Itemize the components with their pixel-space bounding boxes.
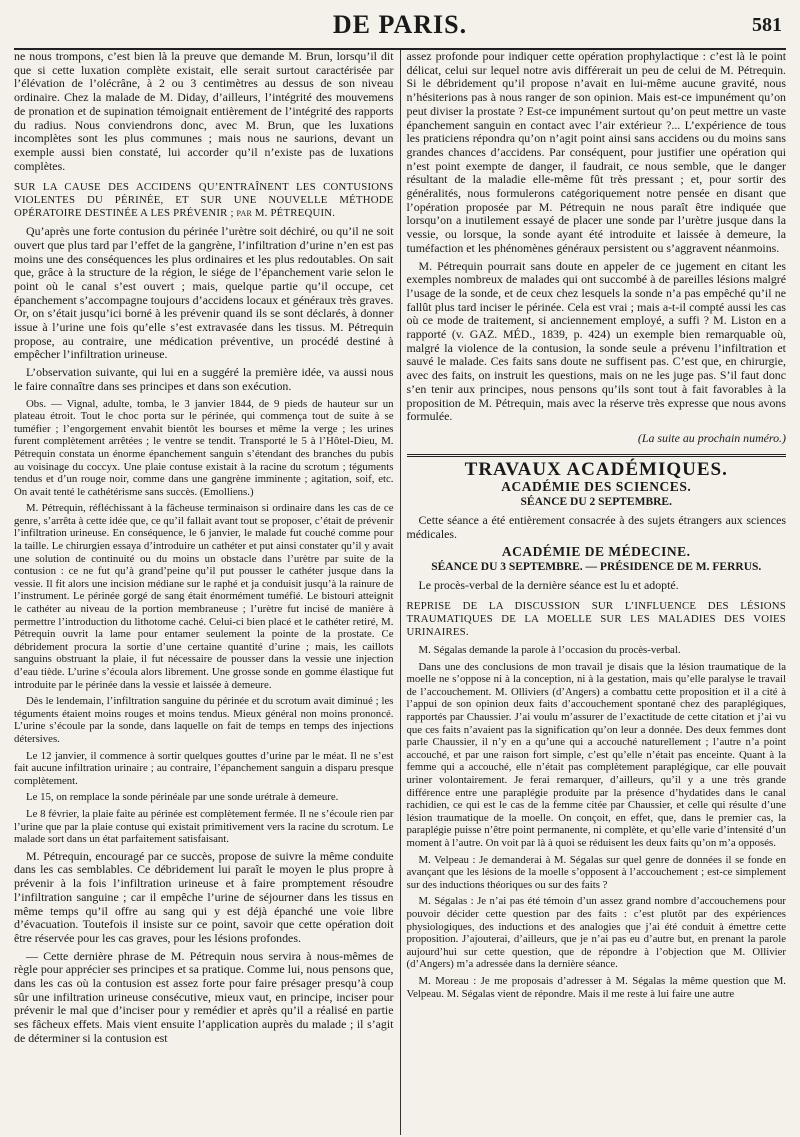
- session-heading: SÉANCE DU 3 SEPTEMBRE. — PRÉSIDENCE DE M. FERRUS.: [431, 560, 762, 573]
- page-header: [14, 8, 786, 50]
- paragraph: Qu’après une forte contusion du périnée l’urètre soit déchiré, ou qu’il ne soit ouvert que plus tard par l’effet de la gangrène, l’infiltration d’urine n’en est pas moins une des conséquences les plus ordinaires et les plus redoutables. On sait que, grâce à la structure de la région, le siége de l’épanchement varie selon le point où le canal s’est ouvert ; mais, quelque partie qu’il occupe, cet épanchement s’accompagne toujours d’accidens locaux et généraux très graves. Or, on s’était jusqu’ici borné à les prévenir quand ils se sont déclarés, à donner issue à l’urine une fois qu’elle s’est extravasée dans les tissus. M. Pétrequin propose, au contraire, une médication préventive, un procédé destiné à empêcher l’infiltration urineuse.: [14, 224, 394, 362]
- paragraph: assez profonde pour indiquer cette opération prophylactique : c’est là le point délicat, celui sur lequel notre avis différerait un peu de celui de M. Pétrequin. Si le débridement qu’il propose n’avait en lui-même aucune gravité, nous n’hésiterions pas à nous ranger de son opinion. Mais est-ce impunément qu’on peut diviser la prostate ? Est-ce impunément surtout qu’on peut mettre un vaste épanchement sanguin en contact avec l’air extérieur ?... L’expérience de tous les praticiens répondra qu’on n’agit point ainsi sans accidens ou du moins sans grandes chances d’accidens. Par conséquent, pour justifier une opération qui n’est point exempte de danger, il faudrait, ce nous semble, que le danger résultant de la maladie elle-même fût très pressant ; et, pour sortir des généralités, nous formulerons catégoriquement notre pensée en disant que l’opération proposée par M. Pétrequin ne nous paraît être indiquée que lorsqu’on a inutilement essayé de placer une sonde par l’urètre jusque dans la vessie, ou lorsque, la sonde ayant été introduite et laissée à demeure, la tuméfaction et les phénomènes généraux persistent ou s’aggravent néanmoins.: [406, 50, 786, 255]
- paragraph: Cette séance a été entièrement consacrée à des sujets étrangers aux sciences médicales.: [406, 512, 786, 541]
- paragraph: ne nous trompons, c’est bien là la preuve que demande M. Brun, lorsqu’il dit que si cette luxation complète existait, elle serait surtout caractérisée par l’élévation de l’olécrâne, à 2 ou 3 centimètres au dessus de son niveau ordinaire. Chez la malade de M. Diday, d’ailleurs, l’intégrité des mouvemens de pronation et de supination témoignait entièrement de l’intégrité des rapports du radius. Nous conviendrons donc, avec M. Brun, que les luxations incomplètes sont les plus communes ; mais nous ne saurions, devant un exemple aussi bien constaté, lui accorder qu’il n’existe pas de luxations complètes.: [14, 50, 394, 173]
- section-heading: TRAVAUX ACADÉMIQUES.: [407, 454, 787, 477]
- paragraph: M. Pétrequin, réfléchissant à la fâcheuse terminaison si ordinaire dans les cas de ce genre, s’arrêta à cette idée que, ce qu’il fallait avant tout se proposer, c’était de prévenir l’infiltration urineuse. En conséquence, le 6 janvier, le malade fut couché comme pour la taille. Le chirurgien essaya d’introduire un cathéter et put ainsi constater qu’il y avait une solution de continuité ou du moins un obstacle dans l’urètre par suite de la contusion : ce ne fut qu’à grand’peine qu’il put pousser le cathéter jusque dans la vessie. Il fit alors une incision médiane sur le raphé et ja conduisit jusqu’à la rainure de l’instrument. Le périnée gorgé de sang était énormément tuméfié. Le bistouri atteignit le cathéter au niveau de la portion membraneuse ; l’urètre fut incisé de manière à permettre l’introduction du lithotome caché. Celui-ci bien placé et le cathéter retiré, M. Pétrequin ouvrit la lame pour entamer seulement la pointe de la prostate. Ce débridement procura la sortie d’une certaine quantité d’urine ; mais, les caillots sanguins obstruant la plaie, il fut nécessaire de pousser dans la vessie une injection d’eau tiède. L’urine s’écoula alors librement. Une grosse sonde en gomme élastique fut introduite par le périnée dans la vessie et laissée à demeure.: [14, 502, 394, 691]
- paragraph: Le 8 février, la plaie faite au périnée est complètement fermée. Il ne s’écoule rien par l’urine que par la plaie contuse qui existait primitivement vers la racine du scrotum. Le malade sort dans un état parfaitement satisfaisant.: [14, 807, 394, 846]
- page-title: DE PARIS.: [332, 10, 468, 39]
- section-title: SUR LA CAUSE DES ACCIDENS QU’ENTRAÎNENT LES CONTUSIONS VIOLENTES DU PÉRINÉE, ET SUR UNE NOUVELLE MÉTHODE OPÉRATOIRE DESTINÉE A LES PRÉVENIR ; par M. PÉTREQUIN.: [14, 181, 394, 219]
- right-column: [400, 50, 787, 1135]
- paragraph: Le 12 janvier, il commence à sortir quelques gouttes d’urine par le méat. Il ne s’est fait aucune infiltration urinaire ; au contraire, l’épanchement sanguin a disparu presque complètement.: [14, 749, 394, 787]
- page-number: 581: [752, 14, 782, 36]
- paragraph: M. Moreau : Je me proposais d’adresser à M. Ségalas la même question que M. Velpeau. M. Ségalas vient de répondre. Mais il me reste à lui faire une autre: [406, 974, 786, 1000]
- paragraph: M. Ségalas : Je n’ai pas été témoin d’un assez grand nombre d’accouchemens pour pouvoir décider cette question par des faits : c’est plutôt par des expériences physiologiques, des inductions et des analogies que j’ai été conduit à émettre cette proposition. J’ajouterai, d’ailleurs, que je n’ai pas eu d’autre but, en prenant la parole aujourd’hui sur cette question, que de répondre à l’objection que M. Ollivier (d’Angers) m’a adressée dans la dernière séance.: [406, 895, 786, 971]
- continuation-note: (La suite au prochain numéro.): [637, 430, 786, 445]
- paragraph: M. Velpeau : Je demanderai à M. Ségalas sur quel genre de données il se fonde en avançant que les lésions de la moelle s’opposent à l’accouchement ; est-ce simplement sur des inductions théoriques ou sur des faits ?: [406, 853, 786, 891]
- paragraph: M. Pétrequin, encouragé par ce succès, propose de suivre la même conduite dans les cas semblables. Ce débridement lui paraît le moyen le plus propre à prévenir à la fois l’infiltration urineuse et à faire promptement résoudre l’infiltration sanguine ; car il empêche l’urine de séjourner dans les tissus en même temps qu’il offre au sang qui y est déjà épanché une voie libre d’évacuation. Toutefois il insiste sur ce point, savoir que cette opération doit être réservée pour les cas graves, pour les lésions profondes.: [14, 848, 394, 945]
- paragraph: M. Pétrequin pourrait sans doute en appeler de ce jugement en citant les exemples nombreux de malades qui ont succombé à de pareilles lésions malgré l’usage de la sonde, et de ceux chez lesquels la sonde n’a pas empêché qu’il ne fallût plus tard inciser le périnée. Cela est vrai ; mais a-t-il compté aussi les cas où ce mode de traitement, si anciennement employé, a suffi ? M. Liston en a rapporté (v. GAZ. MÉD., 1839, p. 424) un exemple bien remarquable où, malgré la violence de la contusion, la sonde seule a prévenu l’infiltration et sauvé le malade. Ces faits sans doute ne suffisent pas. C’est que, en chirurgie, avec des faits, on instruit les questions, mais on ne les juge pas. S’il faut donc s’en tenir aux principes, nous pensons qu’ils sont tout à fait favorables à la proposition de M. Pétrequin, mais avec la réserve très expresse que nous avons formulée.: [406, 258, 786, 424]
- paragraph: Le 15, on remplace la sonde périnéale par une sonde urétrale à demeure.: [26, 791, 339, 804]
- paragraph: L’observation suivante, qui lui en a suggéré la première idée, va aussi nous le faire connaître dans ses principes et dans son exécution.: [14, 365, 394, 393]
- left-column: [14, 50, 400, 1135]
- paragraph: — Cette dernière phrase de M. Pétrequin nous servira à nous-mêmes de règle pour apprécier ses principes et sa pratique. Comme lui, nous pensons que, dans les cas où la contusion est assez forte pour faire présager presqu’à coup sûr une infiltration urineuse consécutive, mieux vaut, en principe, inciser pour prévenir le mal que d’inciser pour y remédier et après qu’il a réalisé en partie ses fâcheux effets. Mais vient ensuite l’application auprès du malade ; il s’agit de déterminer si la contusion est: [14, 948, 394, 1045]
- columns: [14, 50, 786, 1135]
- paragraph: M. Ségalas demande la parole à l’occasion du procès-verbal.: [418, 644, 681, 657]
- academy-heading: ACADÉMIE DES SCIENCES.: [501, 479, 692, 495]
- session-heading: SÉANCE DU 2 SEPTEMBRE.: [520, 496, 672, 509]
- paragraph: Dans une des conclusions de mon travail je disais que la lésion traumatique de la moelle ne s’oppose ni à la conception, ni à la gestation, mais qu’elle paralyse le travail de l’accouchement. M. Olliviers (d’Angers) a combattu cette proposition et il a cité à l’appui de son opinion deux faits d’accouchement spontané chez des paraplégiques, rapportés par Chaussier. J’ai voulu m’assurer de l’exactitude de cette citation et j’ai vu que ces faits n’avaient pas la signification qu’on leur a donnée. Des deux femmes dont parle Chaussier, il n’y en a qu’une qui a accouché naturellement ; l’autre n’a point accouché, et par une raison fort simple, c’est qu’elle n’était pas enceinte. Quant à la femme qui a accouché, elle n’était pas complètement paraplégique, car elle pouvait uriner volontairement. Je ferai remarquer, d’ailleurs, qu’il y a une très grande différence entre une paraplégie produite par la présence d’hydatides dans le canal rachidien, ce qui est le cas de la femme citée par Chaussier, et celle qui résulte d’une lésion traumatique de la moelle. On conçoit, en effet, que, dans le premier cas, la paraplégie puisse n’être point permanente, ni complète, et qu’elle varie d’intensité d’un moment à l’autre. On voit par là à quoi se réduisent les deux faits qu’on m’a opposés.: [406, 660, 786, 849]
- academy-heading: ACADÉMIE DE MÉDECINE.: [501, 544, 691, 560]
- discussion-title: REPRISE DE LA DISCUSSION SUR L’INFLUENCE DES LÉSIONS TRAUMATIQUES DE LA MOELLE SUR LES MALADIES DES VOIES URINAIRES.: [406, 600, 786, 638]
- paragraph: Le procès-verbal de la dernière séance est lu et adopté.: [418, 577, 679, 592]
- paragraph: Dès le lendemain, l’infiltration sanguine du périnée et du scrotum avait diminué ; les téguments étaient moins rouges et moins tendus. Mieux général non moins prononcé. L’urine s’écoule par la sonde, dans laquelle on fait de temps en temps des injections détersives.: [14, 695, 394, 745]
- observation-paragraph: Obs. — Vignal, adulte, tomba, le 3 janvier 1844, de 9 pieds de hauteur sur un plateau étroit. Tout le choc porta sur le périnée, qui commença tout de suite à se tuméfier ; l’engorgement envahit bientôt les bourses et même la verge ; les urines furent complètement arrêtées ; le ventre se tendit. Transporté le 5 à l’Hôtel-Dieu, M. Pétrequin constata un énorme épanchement sanguin s’étendant des branches du pubis au voisinage du coccyx. Une plaie contuse existait à la racine du scrotum ; téguments tendus et d’un rouge noir, comme dans une gangrène imminente ; agitation, soif, etc. On avait tenté le cathétérisme sans succès. (Emolliens.): [14, 397, 394, 498]
